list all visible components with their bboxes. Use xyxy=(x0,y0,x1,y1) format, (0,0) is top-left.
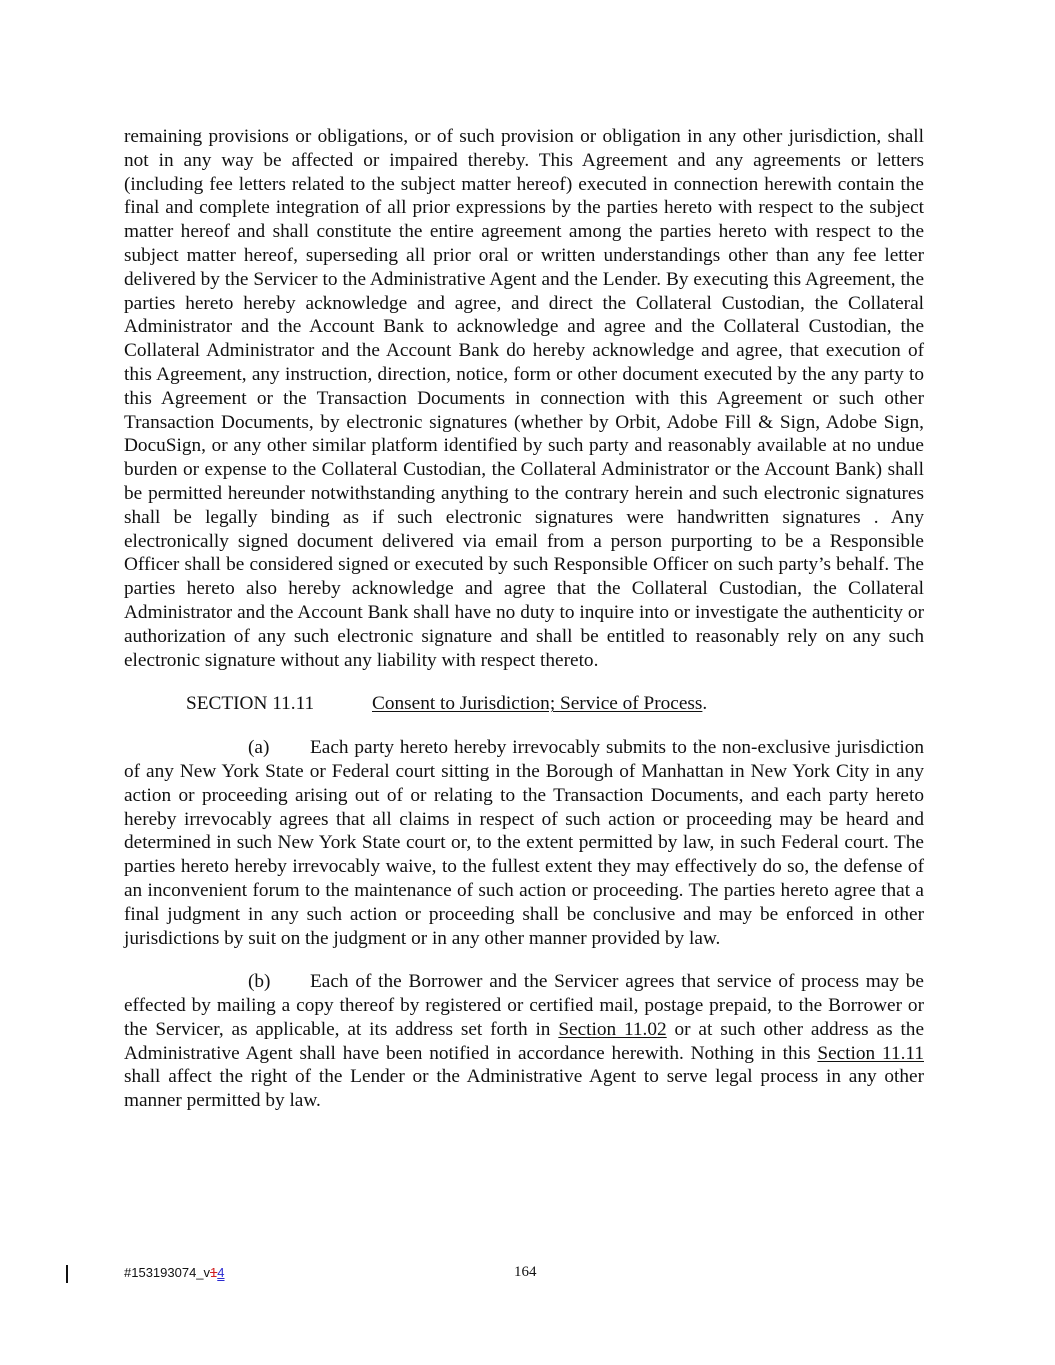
section-title: Consent to Jurisdiction; Service of Process xyxy=(372,693,703,715)
subparagraph-a-label: (a) xyxy=(248,737,270,759)
version-inserted: 4 xyxy=(217,1265,225,1280)
subparagraph-a-text: Each party hereto hereby irrevocably submits to the non-exclusive jurisdiction of any New York State or Federal court sitting in the Borough of Manhattan in New York City in any action or proceeding arising out of or relating to the Transaction Documents, and each party hereto hereby irrevocably agrees that all claims in respect of such action or proceeding may be heard and determined in such New York State court or, to the extent permitted by law, in such Federal court. The parties hereto hereby irrevocably waive, to the fullest extent they may effectively do so, the defense of an inconvenient forum to the maintenance of such action or proceeding. The parties hereto agree that a final judgment in any such action or proceeding shall be conclusive and may be enforced in other jurisdictions by suit on the judgment or in any other manner provided by law. xyxy=(124,737,924,949)
version-deleted: 1 xyxy=(210,1265,218,1280)
document-id-prefix: #153193074_v xyxy=(124,1265,211,1280)
subparagraph-b-text-2: or at such other address as the Administrative Agent shall have been notified in accordance herewith. Nothing in this xyxy=(124,1018,924,1064)
subparagraph-b-text-3: shall affect the right of the Lender or the Administrative Agent to serve legal process in any other manner permitted by law. xyxy=(124,1066,924,1112)
page-footer xyxy=(0,1263,1055,1287)
section-heading xyxy=(124,692,924,716)
document-id xyxy=(124,1265,225,1280)
subparagraph-b-text-1: Each of the Borrower and the Servicer agrees that service of process may be effected by mailing a copy thereof by registered or certified mail, postage prepaid, to the Borrower or the Servicer, as applicable, at its address set forth in xyxy=(124,971,924,1040)
paragraph-continued: remaining provisions or obligations, or of such provision or obligation in any other jurisdiction, shall not in any way be affected or impaired thereby. This Agreement and any agreements or letters (including fee letters related to the subject matter hereof) executed in connection herewith contain the final and complete integration of all prior expressions by the parties hereto with respect to the subject matter hereof and shall constitute the entire agreement among the parties hereto with respect to the subject matter hereof, superseding all prior oral or written understandings other than any fee letter delivered by the Servicer to the Administrative Agent and the Lender. By executing this Agreement, the parties hereto hereby acknowledge and agree, and direct the Collateral Custodian, the Collateral Administrator and the Account Bank to acknowledge and agree and the Collateral Custodian, the Collateral Administrator and the Account Bank do hereby acknowledge and agree, that execution of this Agreement, any instruction, direction, notice, form or other document executed by the any party to this Agreement or the Transaction Documents in connection with this Agreement or such other Transaction Documents, by electronic signatures (whether by Orbit, Adobe Fill & Sign, Adobe Sign, DocuSign, or any other similar platform identified by such party and reasonably available at no undue burden or expense to the Collateral Custodian, the Collateral Administrator or the Account Bank) shall be permitted hereunder notwithstanding anything to the contrary herein and such electronic signatures shall be legally binding as if such electronic signatures were handwritten signatures . Any electronically signed document delivered via email from a person purporting to be a Responsible Officer shall be considered signed or executed by such Responsible Officer on such party’s behalf. The parties hereto also hereby acknowledge and agree that the Collateral Custodian, the Collateral Administrator and the Account Bank shall have no duty to inquire into or investigate the authenticity or authorization of any such electronic signature and shall be entitled to reasonably rely on any such electronic signature without any liability with respect thereto. xyxy=(124,126,924,671)
document-body xyxy=(124,125,924,1133)
subparagraph-a xyxy=(124,736,924,950)
page-number: 164 xyxy=(514,1264,537,1280)
section-11-02-link[interactable]: Section 11.02 xyxy=(558,1018,667,1040)
subparagraph-b-label: (b) xyxy=(248,971,271,993)
revision-change-bar xyxy=(66,1265,68,1283)
subparagraph-b xyxy=(124,970,924,1113)
section-number: SECTION 11.11 xyxy=(186,693,315,715)
section-11-11-link[interactable]: Section 11.11 xyxy=(817,1042,924,1064)
section-title-period: . xyxy=(702,693,708,715)
